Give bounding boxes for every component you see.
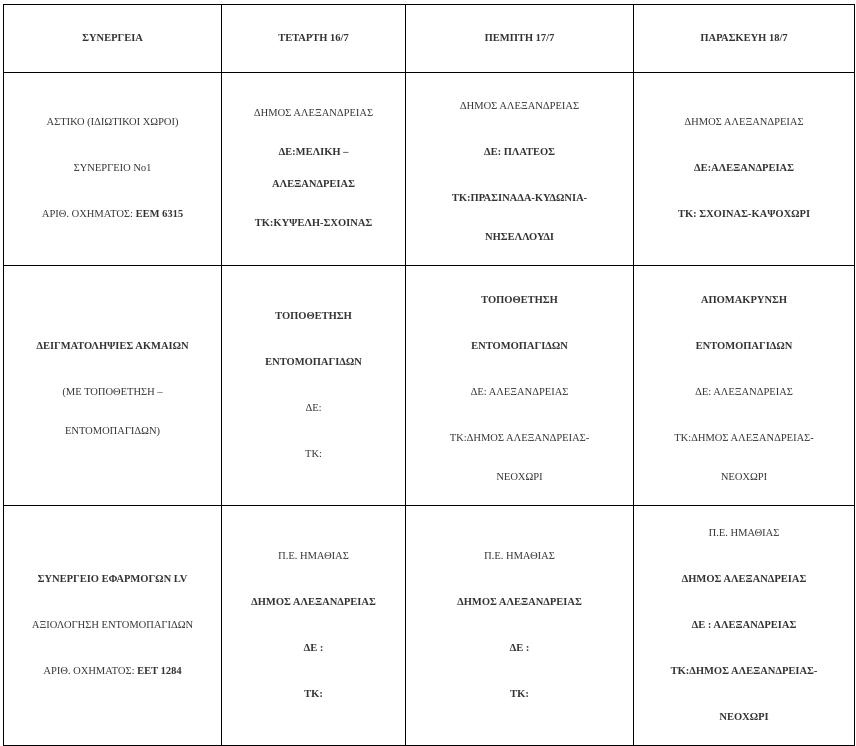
task-text: ΤΟΠΟΘΕΤΗΣΗ xyxy=(481,294,558,306)
team-description: ΑΞΙΟΛΟΓΗΣΗ ΕΝΤΟΜΟΠΑΓΙΔΩΝ xyxy=(31,619,194,631)
header-cell-thursday xyxy=(406,5,634,73)
team-description: ΔΕΙΓΜΑΤΟΛΗΨΙΕΣ ΑΚΜΑΙΩΝ xyxy=(36,340,189,352)
municipality-text: ΔΗΜΟΣ ΑΛΕΞΑΝΔΡΕΙΑΣ xyxy=(459,101,580,112)
header-thursday-label: ΠΕΜΠΤΗ 17/7 xyxy=(484,33,555,44)
community-text: ΤΚ: ΣΧΟΙΝΑΣ-ΚΑΨΟΧΩΡΙ xyxy=(677,209,811,220)
district-text: ΔΕ: ΑΛΕΞΑΝΔΡΕΙΑΣ xyxy=(695,386,793,398)
regional-unit-text: Π.Ε. ΗΜΑΘΙΑΣ xyxy=(708,527,780,539)
team-cell xyxy=(4,506,222,746)
district-text: ΔΕ : xyxy=(509,642,530,654)
header-friday-label: ΠΑΡΑΣΚΕΥΗ 18/7 xyxy=(700,33,788,44)
community-text: ΤΚ:ΔΗΜΟΣ ΑΛΕΞΑΝΔΡΕΙΑΣ- xyxy=(670,665,818,677)
team-name: ΣΥΝΕΡΓΕΙΟ Νο1 xyxy=(73,163,152,174)
team-name: ΣΥΝΕΡΓΕΙΟ ΕΦΑΡΜΟΓΩΝ LV xyxy=(37,573,188,585)
community-text: ΤΚ:ΚΥΨΕΛΗ-ΣΧΟΙΝΑΣ xyxy=(254,218,373,229)
community-text: ΤΚ:ΔΗΜΟΣ ΑΛΕΞΑΝΔΡΕΙΑΣ- xyxy=(449,432,590,444)
vehicle-number: ΕΕΜ 6315 xyxy=(135,209,184,220)
task-text-cont: ΕΝΤΟΜΟΠΑΓΙΔΩΝ xyxy=(695,340,793,352)
regional-unit-text: Π.Ε. ΗΜΑΘΙΑΣ xyxy=(278,550,349,562)
district-text: ΔΕ: ΠΛΑΤΕΟΣ xyxy=(483,147,555,158)
district-text: ΔΕ : xyxy=(303,642,324,654)
team-cell xyxy=(4,266,222,506)
table-row xyxy=(4,506,855,746)
municipality-text: ΔΗΜΟΣ ΑΛΕΞΑΝΔΡΕΙΑΣ xyxy=(681,573,807,585)
community-text-cont: ΝΕΟΧΩΡΙ xyxy=(496,471,543,483)
team-note-cont: ΕΝΤΟΜΟΠΑΓΙΔΩΝ) xyxy=(64,425,161,437)
district-text: ΔΕ: xyxy=(305,402,322,414)
district-text-cont: ΑΛΕΞΑΝΔΡΕΙΑΣ xyxy=(272,179,355,190)
vehicle-line xyxy=(10,192,215,238)
task-text: ΑΠΟΜΑΚΡΥΝΣΗ xyxy=(700,294,788,306)
schedule-cell xyxy=(634,506,855,746)
header-cell-wednesday xyxy=(222,5,406,73)
header-cell-friday xyxy=(634,5,855,73)
community-text: ΤΚ: xyxy=(304,688,323,700)
district-text: ΔΕ : ΑΛΕΞΑΝΔΡΕΙΑΣ xyxy=(691,619,797,631)
schedule-cell xyxy=(222,73,406,266)
schedule-cell xyxy=(406,73,634,266)
schedule-cell xyxy=(406,506,634,746)
community-text-cont: ΝΗΣΕΛΛΟΥΔΙ xyxy=(485,232,554,243)
task-text: ΤΟΠΟΘΕΤΗΣΗ xyxy=(275,310,352,322)
community-text: ΤΚ: xyxy=(305,448,322,460)
header-wednesday-label: ΤΕΤΑΡΤΗ 16/7 xyxy=(278,33,349,44)
regional-unit-text: Π.Ε. ΗΜΑΘΙΑΣ xyxy=(484,550,555,562)
community-text-cont: ΝΕΟΧΩΡΙ xyxy=(720,471,768,483)
vehicle-line xyxy=(10,649,215,695)
schedule-cell xyxy=(634,73,855,266)
team-description: ΑΣΤΙΚΟ (ΙΔΙΩΤΙΚΟΙ ΧΩΡΟΙ) xyxy=(46,117,179,128)
vehicle-number: ΕΕΤ 1284 xyxy=(137,665,182,677)
community-text: ΤΚ:ΠΡΑΣΙΝΑΔΑ-ΚΥΔΩΝΙΑ- xyxy=(451,193,588,204)
schedule-cell xyxy=(222,506,406,746)
municipality-text: ΔΗΜΟΣ ΑΛΕΞΑΝΔΡΕΙΑΣ xyxy=(251,596,376,608)
schedule-cell xyxy=(222,266,406,506)
community-text-cont: ΝΕΟΧΩΡΙ xyxy=(719,711,769,723)
vehicle-label: ΑΡΙΘ. ΟΧΗΜΑΤΟΣ: xyxy=(41,209,136,220)
team-cell xyxy=(4,73,222,266)
municipality-text: ΔΗΜΟΣ ΑΛΕΞΑΝΔΡΕΙΑΣ xyxy=(684,117,804,128)
header-teams-label: ΣΥΝΕΡΓΕΙΑ xyxy=(82,33,143,44)
district-text: ΔΕ:ΜΕΛΙΚΗ – xyxy=(278,147,349,158)
schedule-cell xyxy=(634,266,855,506)
municipality-text: ΔΗΜΟΣ ΑΛΕΞΑΝΔΡΕΙΑΣ xyxy=(457,596,582,608)
municipality-text: ΔΗΜΟΣ ΑΛΕΞΑΝΔΡΕΙΑΣ xyxy=(253,108,374,119)
district-text: ΔΕ:ΑΛΕΞΑΝΔΡΕΙΑΣ xyxy=(693,163,794,174)
task-text-cont: ΕΝΤΟΜΟΠΑΓΙΔΩΝ xyxy=(265,356,362,368)
header-row xyxy=(4,5,855,73)
vehicle-label: ΑΡΙΘ. ΟΧΗΜΑΤΟΣ: xyxy=(43,665,138,677)
community-text: ΤΚ: xyxy=(510,688,529,700)
schedule-table xyxy=(3,4,855,746)
table-row xyxy=(4,266,855,506)
header-cell-teams xyxy=(4,5,222,73)
table-row xyxy=(4,73,855,266)
community-text: ΤΚ:ΔΗΜΟΣ ΑΛΕΞΑΝΔΡΕΙΑΣ- xyxy=(674,432,814,444)
district-text: ΔΕ: ΑΛΕΞΑΝΔΡΕΙΑΣ xyxy=(470,386,569,398)
task-text-cont: ΕΝΤΟΜΟΠΑΓΙΔΩΝ xyxy=(471,340,568,352)
team-note: (ΜΕ ΤΟΠΟΘΕΤΗΣΗ – xyxy=(62,386,163,398)
schedule-cell xyxy=(406,266,634,506)
